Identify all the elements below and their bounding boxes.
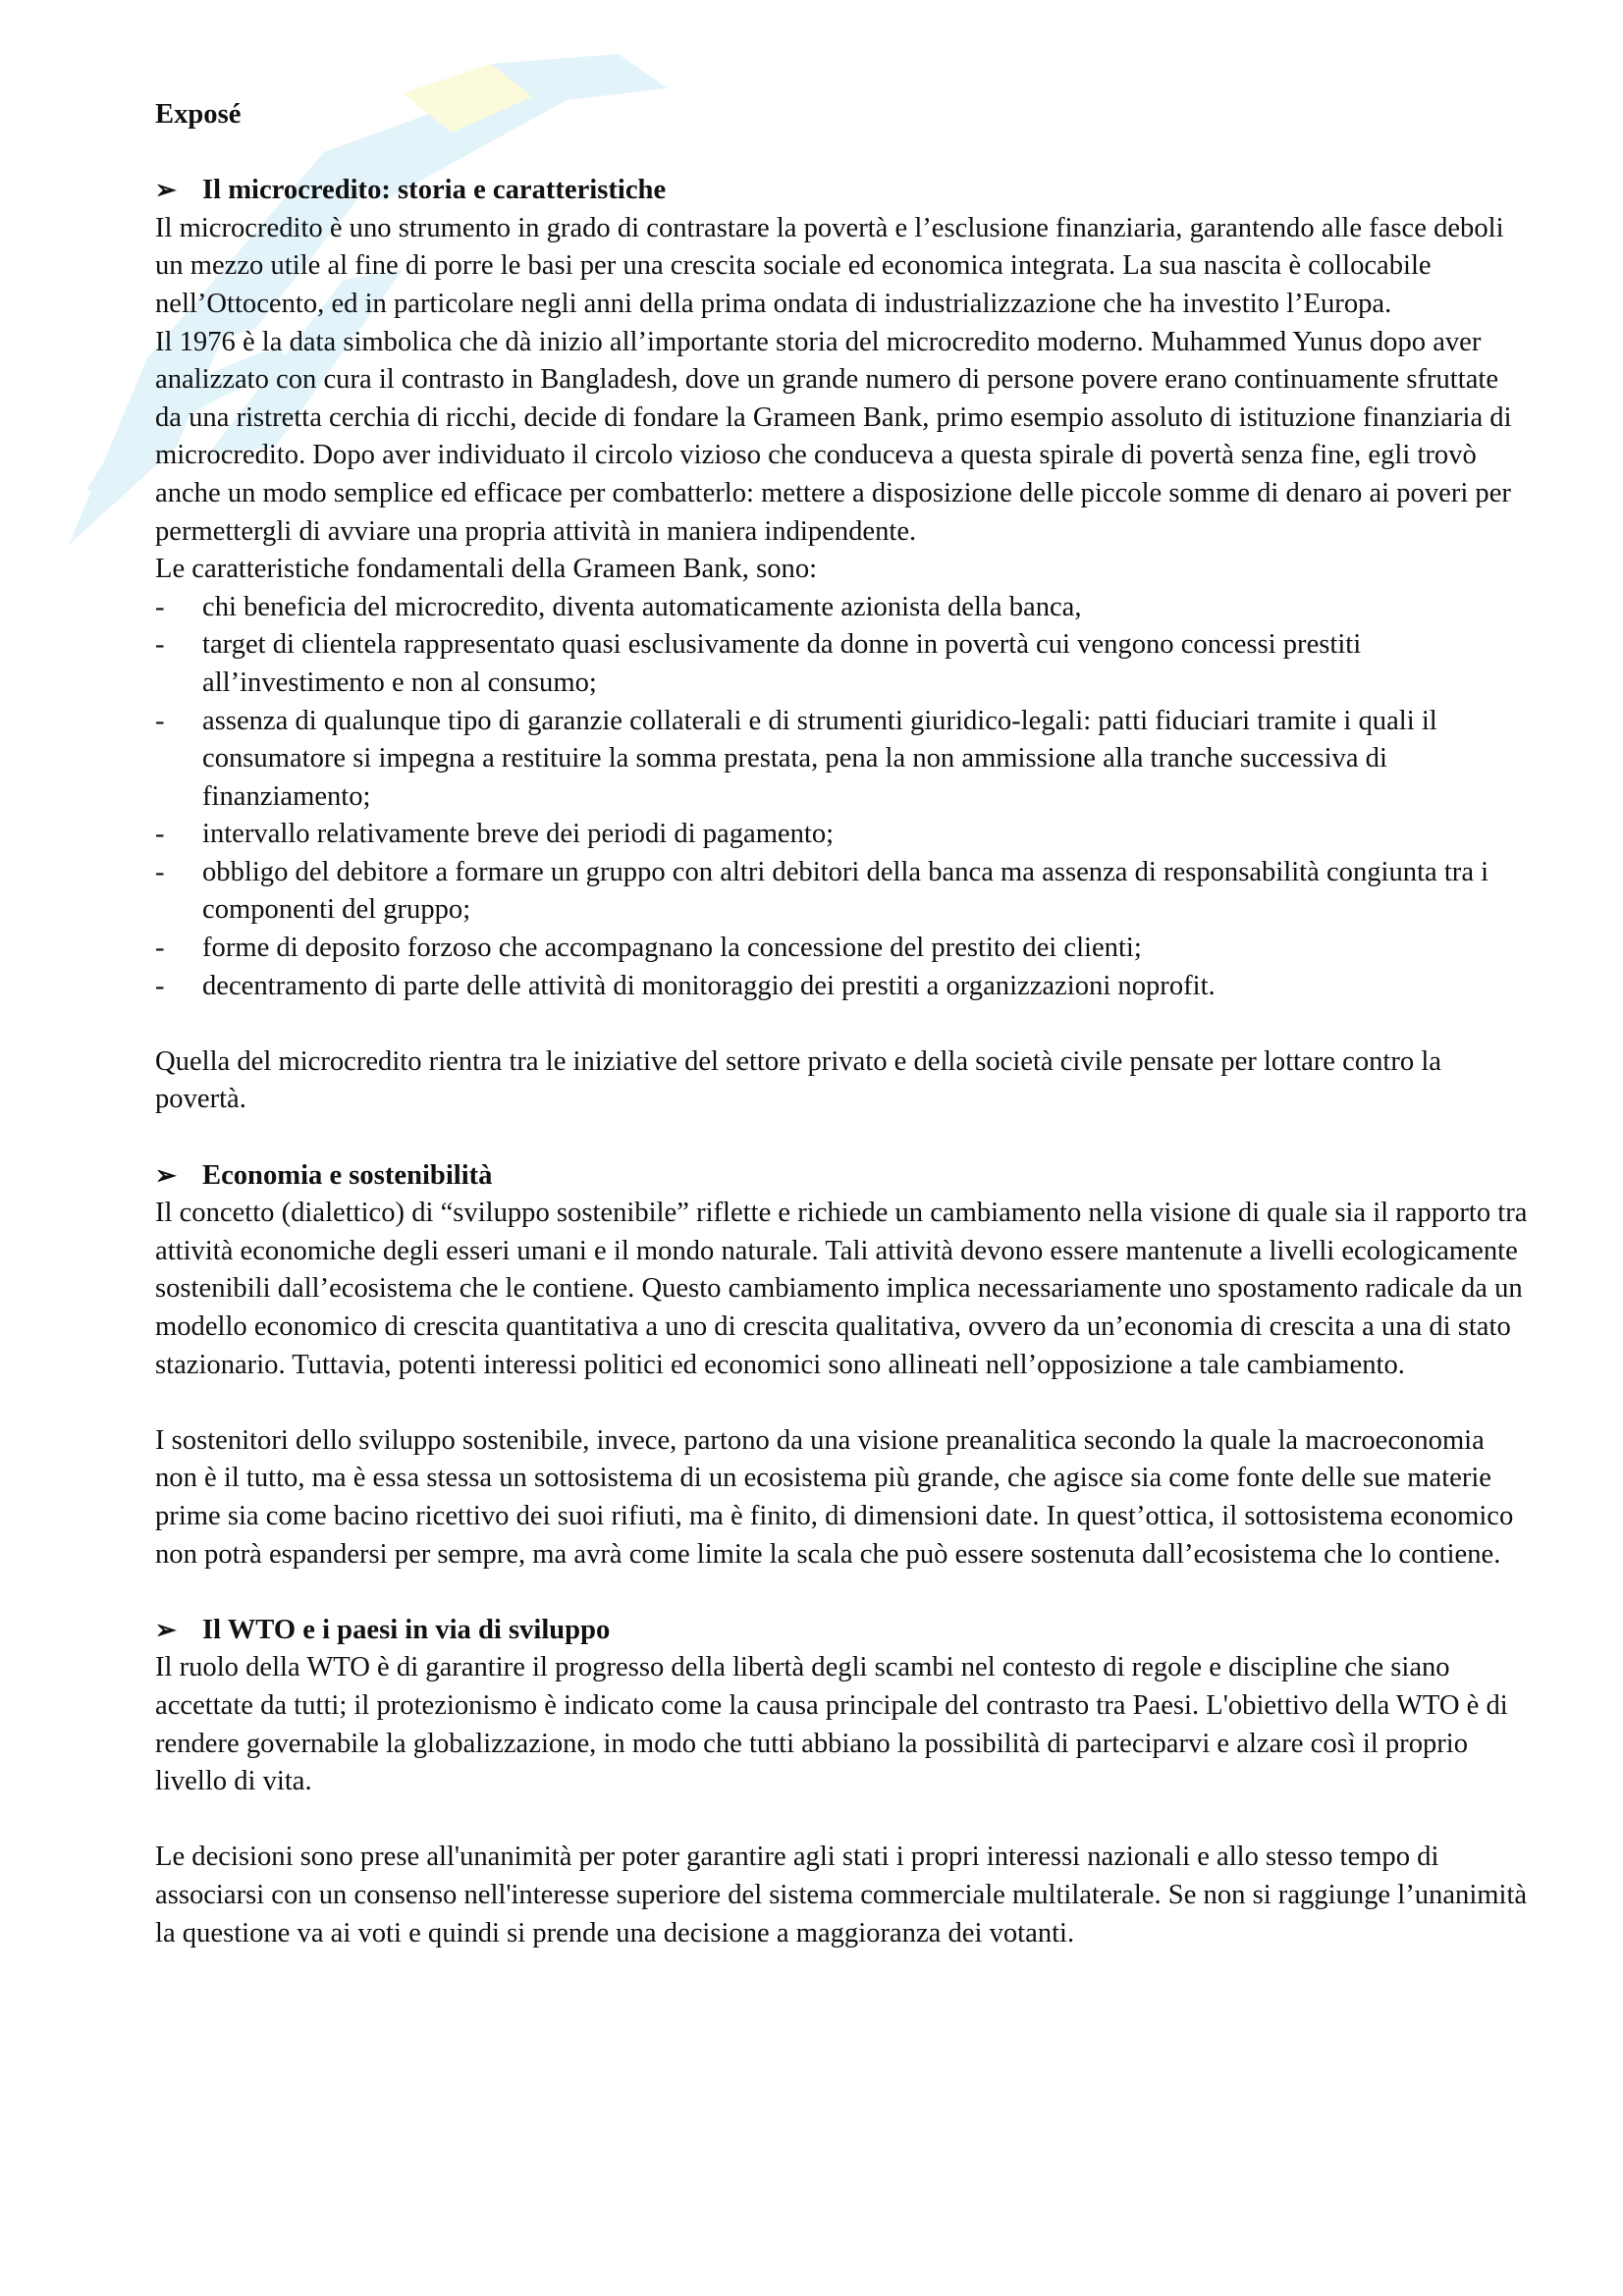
section-heading (155, 1157, 1530, 1196)
dash-bullet: - (155, 629, 165, 661)
paragraph: Quella del microcredito rientra tra le iniziative del settore privato e della società civile pensate per lottare contro la povertà. (155, 1045, 1441, 1115)
dash-bullet: - (155, 970, 165, 1001)
section-heading (155, 1612, 1530, 1650)
paragraph: Il concetto (dialettico) di “sviluppo sostenibile” riflette e richiede un cambiamento nella visione di quale sia il rapporto tra attività economiche degli esseri umani e il mondo naturale. Tali attività devono essere mantenute a livelli ecologicamente sostenibili dall’ecosistema che le contiene. Questo cambiamento implica necessariamente uno spostamento radicale da un modello economico di crescita quantitativa a uno di crescita qualitativa, ovvero da un’economia di crescita a una di stato stazionario. Tuttavia, potenti interessi politici ed economici sono allineati nell’opposizione a tale cambiamento. (155, 1198, 1528, 1380)
features-list (155, 589, 1530, 1006)
arrow-bullet-icon: ➢ (155, 1615, 177, 1644)
list-item-text: decentramento di parte delle attività di monitoraggio dei prestiti a organizzazioni noprofit. (202, 970, 1216, 1001)
dash-bullet: - (155, 856, 165, 887)
list-item-text: chi beneficia del microcredito, diventa automaticamente azionista della banca, (202, 591, 1082, 622)
document-page (155, 96, 1530, 1952)
list-item (155, 854, 1530, 930)
paragraph: Il 1976 è la data simbolica che dà inizio all’importante storia del microcredito moderno. Muhammed Yunus dopo aver analizzato con cura il contrasto in Bangladesh, dove un grande numero di persone povere erano continuamente sfruttate da una ristretta cerchia di ricchi, decide di fondare la Grameen Bank, primo esempio assoluto di istituzione finanziaria di microcredito. Dopo aver individuato il circolo vizioso che conduceva a questa spirale di povertà senza fine, egli trovò anche un modo semplice ed efficace per combatterlo: mettere a disposizione delle piccole somme di denaro ai poveri per permettergli di avviare una propria attività in maniera indipendente. (155, 326, 1512, 547)
list-item (155, 968, 1530, 1006)
section-heading-text: Economia e sostenibilità (202, 1159, 493, 1191)
dash-bullet: - (155, 591, 165, 622)
section-economia-sostenibilita (155, 1157, 1530, 1575)
paragraph: Il ruolo della WTO è di garantire il progresso della libertà degli scambi nel contesto di regole e discipline che siano accettate da tutti; il protezionismo è indicato come la causa principale del contrasto tra Paesi. L'obiettivo della WTO è di rendere governabile la globalizzazione, in modo che tutti abbiano la possibilità di parteciparvi e alzare così il proprio livello di vita. (155, 1652, 1508, 1797)
list-item-text: intervallo relativamente breve dei periodi di pagamento; (202, 819, 835, 850)
dash-bullet: - (155, 819, 165, 850)
list-item-text: forme di deposito forzoso che accompagnano la concessione del prestito dei clienti; (202, 933, 1142, 964)
list-item-text: obbligo del debitore a formare un gruppo con altri debitori della banca ma assenza di responsabilità congiunta tra i componenti del gruppo; (202, 856, 1489, 926)
paragraph: Le caratteristiche fondamentali della Grameen Bank, sono: (155, 554, 818, 585)
arrow-bullet-icon: ➢ (155, 1160, 177, 1190)
list-item (155, 930, 1530, 968)
list-item (155, 589, 1530, 627)
list-item-text: target di clientela rappresentato quasi esclusivamente da donne in povertà cui vengono concessi prestiti all’investimento e non al consumo; (202, 629, 1362, 698)
list-item (155, 816, 1530, 854)
paragraph: Il microcredito è uno strumento in grado di contrastare la povertà e l’esclusione finanziaria, garantendo alle fasce deboli un mezzo utile al fine di porre le basi per una crescita sociale ed economica integrata. La sua nascita è collocabile nell’Ottocento, ed in particolare negli anni della prima ondata di industrializzazione che ha investito l’Europa. (155, 212, 1504, 319)
list-item-text: assenza di qualunque tipo di garanzie collaterali e di strumenti giuridico-legali: patti fiduciari tramite i quali il consumatore si impegna a restituire la somma prestata, pena la non ammissione alla tranche successiva di finanziamento; (202, 705, 1437, 812)
list-item (155, 703, 1530, 817)
section-microcredito (155, 172, 1530, 1119)
dash-bullet: - (155, 705, 165, 736)
paragraph: I sostenitori dello sviluppo sostenibile, invece, partono da una visione preanalitica secondo la quale la macroeconomia non è il tutto, ma è essa stessa un sottosistema di un ecosistema più grande, che agisce sia come fonte delle sue materie prime sia come bacino ricettivo dei suoi rifiuti, ma è finito, di dimensioni date. In quest’ottica, il sottosistema economico non potrà espandersi per sempre, ma avrà come limite la scala che può essere sostenuta dall’ecosistema che lo contiene. (155, 1424, 1514, 1570)
arrow-bullet-icon: ➢ (155, 176, 177, 205)
list-item (155, 626, 1530, 702)
document-title: Exposé (155, 99, 242, 130)
paragraph: Le decisioni sono prese all'unanimità per poter garantire agli stati i propri interessi nazionali e allo stesso tempo di associarsi con un consenso nell'interesse superiore del sistema commerciale multilaterale. Se non si raggiunge l’unanimità la questione va ai voti e quindi si prende una decisione a maggioranza dei votanti. (155, 1842, 1528, 1949)
section-wto (155, 1612, 1530, 1952)
section-heading-text: Il WTO e i paesi in via di sviluppo (202, 1614, 611, 1645)
section-heading (155, 172, 1530, 210)
dash-bullet: - (155, 933, 165, 964)
section-heading-text: Il microcredito: storia e caratteristiche (202, 175, 667, 206)
